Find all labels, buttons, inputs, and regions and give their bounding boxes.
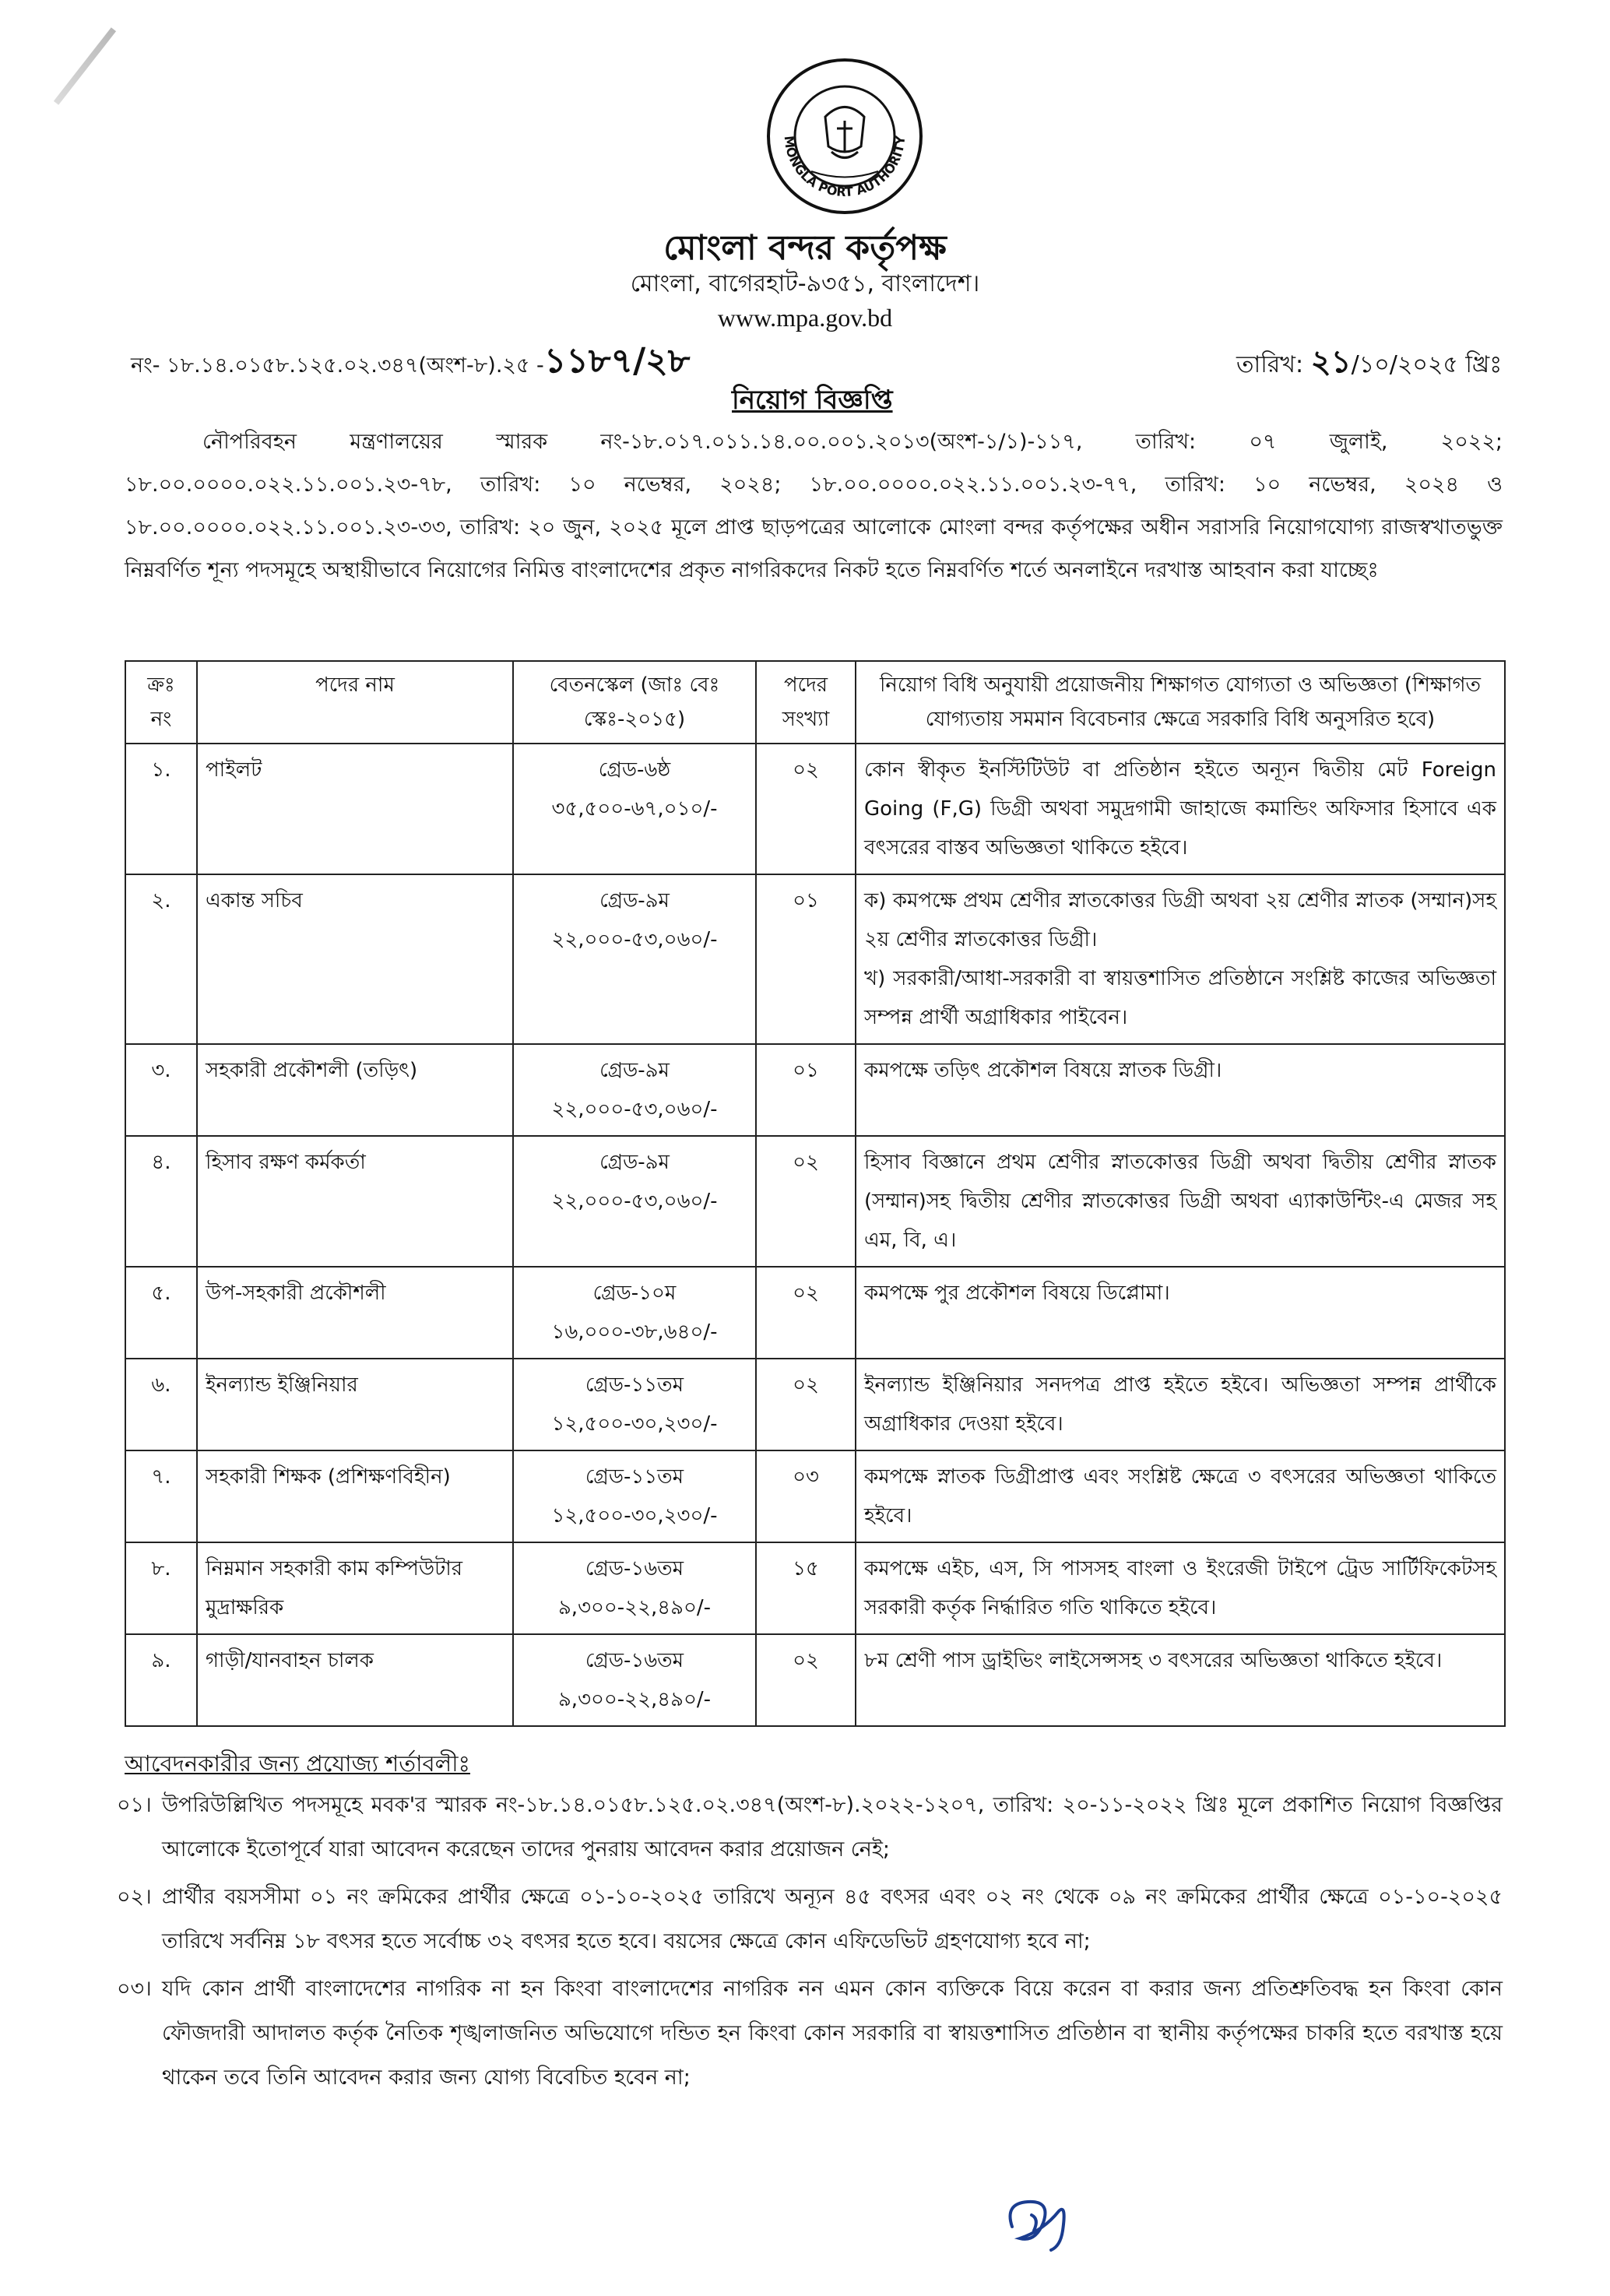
row-grade: গ্রেড-১১তম bbox=[585, 1465, 684, 1489]
qualification-line: কমপক্ষে এইচ, এস, সি পাসসহ বাংলা ও ইংরেজী টাইপে ট্রেড সার্টিফিকেটসহ সরকারী কর্তৃক নির্দ্ধারিত গতি থাকিতে হইবে। bbox=[864, 1557, 1496, 1619]
table-row bbox=[125, 1359, 1505, 1450]
row-serial: ২. bbox=[125, 874, 197, 1044]
row-pay-scale bbox=[513, 1044, 756, 1136]
header-serial: ক্রঃ নং bbox=[125, 661, 197, 744]
condition-number: ০৩। bbox=[117, 1977, 152, 2001]
qualification-line: কমপক্ষে স্নাতক ডিগ্রীপ্রাপ্ত এবং সংশ্লিষ্ট ক্ষেত্রে ৩ বৎসরের অভিজ্ঞতা থাকিতে হইবে। bbox=[864, 1465, 1496, 1528]
row-serial: ৪. bbox=[125, 1136, 197, 1267]
row-qualification bbox=[856, 1044, 1505, 1136]
row-pay-scale bbox=[513, 1136, 756, 1267]
row-pay-scale bbox=[513, 1634, 756, 1726]
qualification-line: ৮ম শ্রেণী পাস ড্রাইভিং লাইসেন্সসহ ৩ বৎসরের অভিজ্ঞতা থাকিতে হইবে। bbox=[864, 1649, 1443, 1672]
row-scale: ৯,৩০০-২২,৪৯০/- bbox=[557, 1688, 712, 1711]
condition-item bbox=[117, 1783, 1503, 1872]
row-qualification bbox=[856, 1542, 1505, 1634]
row-post-count: ০২ bbox=[756, 1359, 856, 1450]
row-grade: গ্রেড-৯ম bbox=[599, 1059, 670, 1082]
row-scale: ১২,৫০০-৩০,২৩০/- bbox=[551, 1412, 718, 1436]
row-scale: ২২,০০০-৫৩,০৬০/- bbox=[551, 928, 718, 951]
table-row bbox=[125, 744, 1505, 874]
table-row bbox=[125, 1634, 1505, 1726]
row-post-count: ০১ bbox=[756, 874, 856, 1044]
row-qualification bbox=[856, 744, 1505, 874]
row-post-name: উপ-সহকারী প্রকৌশলী bbox=[197, 1267, 513, 1359]
table-row bbox=[125, 874, 1505, 1044]
row-pay-scale bbox=[513, 1542, 756, 1634]
memo-date bbox=[1236, 337, 1502, 389]
condition-number: ০২। bbox=[117, 1885, 152, 1909]
organization-name: মোংলা বন্দর কর্তৃপক্ষ bbox=[663, 228, 947, 268]
row-scale: ২২,০০০-৫৩,০৬০/- bbox=[551, 1098, 718, 1121]
row-pay-scale bbox=[513, 874, 756, 1044]
row-serial: ৩. bbox=[125, 1044, 197, 1136]
mongla-port-authority-seal-icon bbox=[763, 54, 926, 218]
qualification-line: কোন স্বীকৃত ইনস্টিটিউট বা প্রতিষ্ঠান হইতে অন্যূন দ্বিতীয় মেট Foreign Going (F,G) ডিগ্রী অথবা সমুদ্রগামী জাহাজে কমান্ডিং অফিসার হিসাবে এক বৎসরের বাস্তব অভিজ্ঞতা থাকিতে হইবে। bbox=[864, 758, 1496, 860]
row-scale: ২২,০০০-৫৩,০৬০/- bbox=[551, 1190, 718, 1213]
qualification-line: কমপক্ষে পুর প্রকৌশল বিষয়ে ডিপ্লোমা। bbox=[864, 1282, 1170, 1305]
row-pay-scale bbox=[513, 1450, 756, 1542]
row-serial: ৬. bbox=[125, 1359, 197, 1450]
row-grade: গ্রেড-১৬তম bbox=[585, 1557, 684, 1580]
svg-text:MONGLA PORT AUTHORITY: MONGLA PORT AUTHORITY bbox=[781, 135, 909, 200]
row-serial: ৯. bbox=[125, 1634, 197, 1726]
row-post-name: সহকারী প্রকৌশলী (তড়িৎ) bbox=[197, 1044, 513, 1136]
qualification-line: কমপক্ষে তড়িৎ প্রকৌশল বিষয়ে স্নাতক ডিগ্রী। bbox=[864, 1059, 1222, 1082]
organization-website: www.mpa.gov.bd bbox=[717, 304, 893, 332]
table-row bbox=[125, 1267, 1505, 1359]
signature-mark bbox=[997, 2188, 1082, 2258]
row-scale: ৯,৩০০-২২,৪৯০/- bbox=[557, 1596, 712, 1619]
memo-number: নং- ১৮.১৪.০১৫৮.১২৫.০২.৩৪৭(অংশ-৮).২৫ - bbox=[131, 353, 544, 378]
row-grade: গ্রেড-১৬তম bbox=[585, 1649, 684, 1672]
row-post-count: ১৫ bbox=[756, 1542, 856, 1634]
date-rest: /১০/২০২৫ খ্রিঃ bbox=[1351, 351, 1503, 378]
scan-artifact bbox=[54, 27, 116, 104]
row-pay-scale bbox=[513, 744, 756, 874]
condition-text: প্রার্থীর বয়সসীমা ০১ নং ক্রমিকের প্রার্থীর ক্ষেত্রে ০১-১০-২০২৫ তারিখে অন্যূন ৪৫ বৎসর এবং ০২ নং থেকে ০৯ নং ক্রমিকের প্রার্থীর ক্ষেত্রে ০১-১০-২০২৫ তারিখে সর্বনিম্ন ১৮ বৎসর হতে সর্বোচ্চ ৩২ বৎসর হতে হবে। বয়সের ক্ষেত্রে কোন এফিডেভিট গ্রহণযোগ্য হবে না; bbox=[162, 1885, 1503, 1953]
row-grade: গ্রেড-৬ষ্ঠ bbox=[598, 758, 671, 782]
date-day: ২১ bbox=[1310, 343, 1352, 380]
qualification-line: ইনল্যান্ড ইঞ্জিনিয়ার সনদপত্র প্রাপ্ত হইতে হইবে। অভিজ্ঞতা সম্পন্ন প্রার্থীকে অগ্রাধিকার দেওয়া হইবে। bbox=[864, 1373, 1496, 1436]
row-post-name: সহকারী শিক্ষক (প্রশিক্ষণবিহীন) bbox=[197, 1450, 513, 1542]
row-qualification bbox=[856, 1359, 1505, 1450]
header-pay-scale: বেতনস্কেল (জাঃ বেঃ স্কেঃ-২০১৫) bbox=[513, 661, 756, 744]
row-pay-scale bbox=[513, 1267, 756, 1359]
row-post-count: ০২ bbox=[756, 744, 856, 874]
header-qualification: নিয়োগ বিধি অনুযায়ী প্রয়োজনীয় শিক্ষাগত যোগ্যতা ও অভিজ্ঞতা (শিক্ষাগত যোগ্যতায় সমমান বিবেচনার ক্ষেত্রে সরকারি বিধি অনুসরিত হবে) bbox=[856, 661, 1505, 744]
row-grade: গ্রেড-১০ম bbox=[592, 1282, 677, 1305]
organization-address: মোংলা, বাগেরহাট-৯৩৫১, বাংলাদেশ। bbox=[630, 270, 980, 297]
row-qualification bbox=[856, 1267, 1505, 1359]
table-row bbox=[125, 1450, 1505, 1542]
row-qualification bbox=[856, 874, 1505, 1044]
condition-text: উপরিউল্লিখিত পদসমূহে মবক'র স্মারক নং-১৮.১৪.০১৫৮.১২৫.০২.৩৪৭(অংশ-৮).২০২২-১২০৭, তারিখ: ২০-১১-২০২২ খ্রিঃ মূলে প্রকাশিত নিয়োগ বিজ্ঞপ্তির আলোকে ইতোপূর্বে যারা আবেদন করেছেন তাদের পুনরায় আবেদন করার প্রয়োজন নেই; bbox=[162, 1793, 1503, 1862]
table-row bbox=[125, 1044, 1505, 1136]
row-serial: ৭. bbox=[125, 1450, 197, 1542]
row-serial: ১. bbox=[125, 744, 197, 874]
row-qualification bbox=[856, 1136, 1505, 1267]
row-post-name: হিসাব রক্ষণ কর্মকর্তা bbox=[197, 1136, 513, 1267]
condition-item bbox=[117, 1967, 1503, 2100]
row-grade: গ্রেড-৯ম bbox=[599, 1151, 670, 1174]
header-post-name: পদের নাম bbox=[197, 661, 513, 744]
qualification-line: হিসাব বিজ্ঞানে প্রথম শ্রেণীর স্নাতকোত্তর ডিগ্রী অথবা দ্বিতীয় শ্রেণীর স্নাতক (সম্মান)সহ দ্বিতীয় শ্রেণীর স্নাতকোত্তর ডিগ্রী অথবা এ্যাকাউন্টিং-এ মেজর সহ এম, বি, এ। bbox=[864, 1151, 1496, 1252]
row-post-count: ০৩ bbox=[756, 1450, 856, 1542]
qualification-line: ক) কমপক্ষে প্রথম শ্রেণীর স্নাতকোত্তর ডিগ্রী অথবা ২য় শ্রেণীর স্নাতক (সম্মান)সহ ২য় শ্রেণীর স্নাতকোত্তর ডিগ্রী। bbox=[864, 889, 1496, 951]
row-scale: ১৬,০০০-৩৮,৬৪০/- bbox=[551, 1320, 718, 1344]
table-header-row bbox=[125, 661, 1505, 744]
row-grade: গ্রেড-৯ম bbox=[599, 889, 670, 912]
row-post-name: গাড়ী/যানবাহন চালক bbox=[197, 1634, 513, 1726]
qualification-line: খ) সরকারী/আধা-সরকারী বা স্বায়ত্তশাসিত প্রতিষ্ঠানে সংশ্লিষ্ট কাজের অভিজ্ঞতা সম্পন্ন প্রার্থী অগ্রাধিকার পাইবেন। bbox=[864, 967, 1496, 1029]
condition-item bbox=[117, 1875, 1503, 1964]
row-grade: গ্রেড-১১তম bbox=[585, 1373, 684, 1397]
memo-reference bbox=[131, 335, 690, 392]
row-pay-scale bbox=[513, 1359, 756, 1450]
header-post-count: পদের সংখ্যা bbox=[756, 661, 856, 744]
row-serial: ৮. bbox=[125, 1542, 197, 1634]
vacancy-table bbox=[125, 660, 1506, 1727]
date-label: তারিখ: bbox=[1236, 351, 1304, 378]
notice-title: নিয়োগ বিজ্ঞপ্তি bbox=[732, 385, 893, 416]
row-qualification bbox=[856, 1450, 1505, 1542]
memo-handwritten-number: ১১৮৭/২৮ bbox=[543, 341, 691, 381]
row-post-count: ০২ bbox=[756, 1136, 856, 1267]
row-qualification bbox=[856, 1634, 1505, 1726]
conditions-title: আবেদনকারীর জন্য প্রযোজ্য শর্তাবলীঃ bbox=[125, 1750, 470, 1777]
row-post-count: ০২ bbox=[756, 1267, 856, 1359]
row-post-name: ইনল্যান্ড ইঞ্জিনিয়ার bbox=[197, 1359, 513, 1450]
table-row bbox=[125, 1136, 1505, 1267]
row-post-count: ০১ bbox=[756, 1044, 856, 1136]
row-post-name: পাইলট bbox=[197, 744, 513, 874]
row-post-name: নিম্নমান সহকারী কাম কম্পিউটার মুদ্রাক্ষরিক bbox=[197, 1542, 513, 1634]
row-scale: ১২,৫০০-৩০,২৩০/- bbox=[551, 1504, 718, 1528]
table-row bbox=[125, 1542, 1505, 1634]
row-post-name: একান্ত সচিব bbox=[197, 874, 513, 1044]
conditions-list bbox=[117, 1783, 1503, 2103]
row-scale: ৩৫,৫০০-৬৭,০১০/- bbox=[551, 797, 718, 821]
row-post-count: ০২ bbox=[756, 1634, 856, 1726]
condition-text: যদি কোন প্রার্থী বাংলাদেশের নাগরিক না হন কিংবা বাংলাদেশের নাগরিক নন এমন কোন ব্যক্তিকে বিয়ে করেন বা করার জন্য প্রতিশ্রুতিবদ্ধ হন কিংবা কোন ফৌজদারী আদালত কর্তৃক নৈতিক শৃঙ্খলাজনিত অভিযোগে দন্ডিত হন কিংবা কোন সরকারি বা স্বায়ত্তশাসিত প্রতিষ্ঠান বা স্থানীয় কর্তৃপক্ষের চাকরি হতে বরখাস্ত হয়ে থাকেন তবে তিনি আবেদন করার জন্য যোগ্য বিবেচিত হবেন না; bbox=[162, 1977, 1503, 2090]
condition-number: ০১। bbox=[117, 1793, 152, 1817]
row-serial: ৫. bbox=[125, 1267, 197, 1359]
intro-paragraph: নৌপরিবহন মন্ত্রণালয়ের স্মারক নং-১৮.০১৭.০১১.১৪.০০.০০১.২০১৩(অংশ-১/১)-১১৭, তারিখ: ০৭ জুলাই, ২০২২; ১৮.০০.০০০০.০২২.১১.০০১.২৩-৭৮, তারিখ: ১০ নভেম্বর, ২০২৪; ১৮.০০.০০০০.০২২.১১.০০১.২৩-৭৭, তারিখ: ১০ নভেম্বর, ২০২৪ ও ১৮.০০.০০০০.০২২.১১.০০১.২৩-৩৩, তারিখ: ২০ জুন, ২০২৫ মূলে প্রাপ্ত ছাড়পত্রের আলোকে মোংলা বন্দর কর্তৃপক্ষের অধীন সরাসরি নিয়োগযোগ্য রাজস্বখাতভুক্ত নিম্নবর্ণিত শূন্য পদসমূহে অস্থায়ীভাবে নিয়োগের নিমিত্ত বাংলাদেশের প্রকৃত নাগরিকদের নিকট হতে নিম্নবর্ণিত শর্তে অনলাইনে দরখাস্ত আহবান করা যাচ্ছেঃ bbox=[125, 430, 1503, 582]
